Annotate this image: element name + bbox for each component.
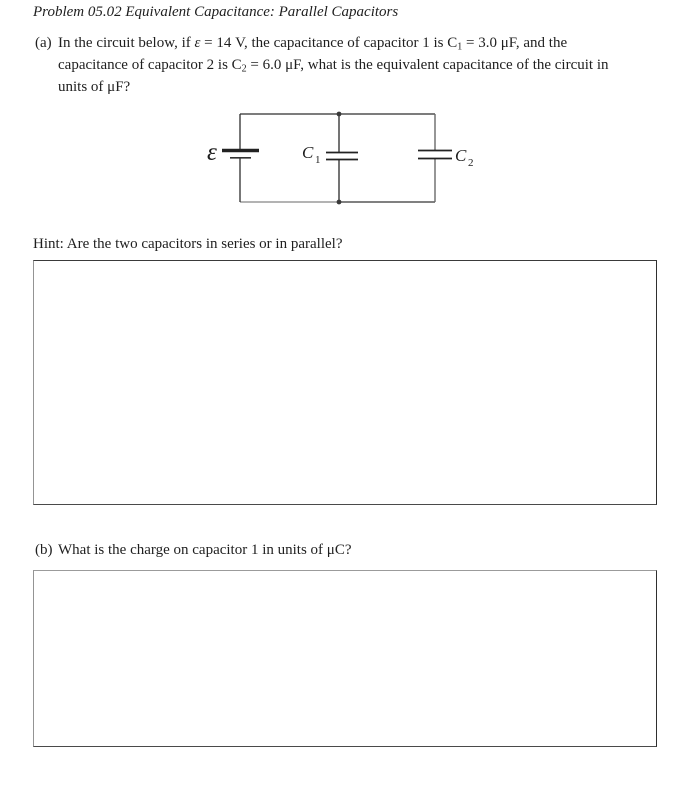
c2-label: C	[455, 146, 467, 165]
part-a-text: In the circuit below, if	[58, 35, 195, 51]
part-a-label: (a)	[35, 35, 52, 51]
c1-subscript: 1	[457, 41, 463, 53]
battery-icon	[222, 151, 259, 158]
part-a-line1	[35, 32, 609, 54]
part-b-text: What is the charge on capacitor 1 in units of μC?	[58, 542, 352, 558]
part-a-text: = 3.0 μF, and the	[462, 35, 568, 51]
answer-box-b[interactable]	[33, 570, 657, 747]
page-title: Problem 05.02 Equivalent Capacitance: Parallel Capacitors	[33, 4, 399, 20]
part-a-text: = 14 V, the capacitance of capacitor 1 is C	[200, 35, 458, 51]
hint-text: Hint: Are the two capacitors in series or in parallel?	[33, 236, 343, 252]
emf-label: ε	[207, 139, 217, 166]
part-a-text: = 6.0 μF, what is the equivalent capacitance of the circuit in	[246, 57, 609, 73]
c1-label: C	[302, 143, 314, 162]
capacitor2-icon	[418, 151, 452, 159]
junction-dot-top	[337, 112, 342, 117]
part-a-paragraph	[35, 32, 609, 98]
c1-label-subscript: 1	[315, 154, 321, 166]
circuit-diagram	[0, 100, 683, 215]
part-b-paragraph	[35, 542, 352, 559]
c2-subscript: 2	[241, 63, 247, 75]
part-b-label: (b)	[35, 542, 53, 558]
capacitor1-icon	[326, 153, 358, 160]
epsilon-symbol: ε	[194, 35, 201, 51]
c2-label-subscript: 2	[468, 157, 474, 169]
junction-dot-bottom	[337, 200, 342, 205]
part-a-line3: units of μF?	[58, 79, 131, 95]
part-a-line2	[35, 54, 609, 76]
answer-box-a[interactable]	[33, 260, 657, 505]
part-a-text: capacitance of capacitor 2 is C	[58, 57, 242, 73]
